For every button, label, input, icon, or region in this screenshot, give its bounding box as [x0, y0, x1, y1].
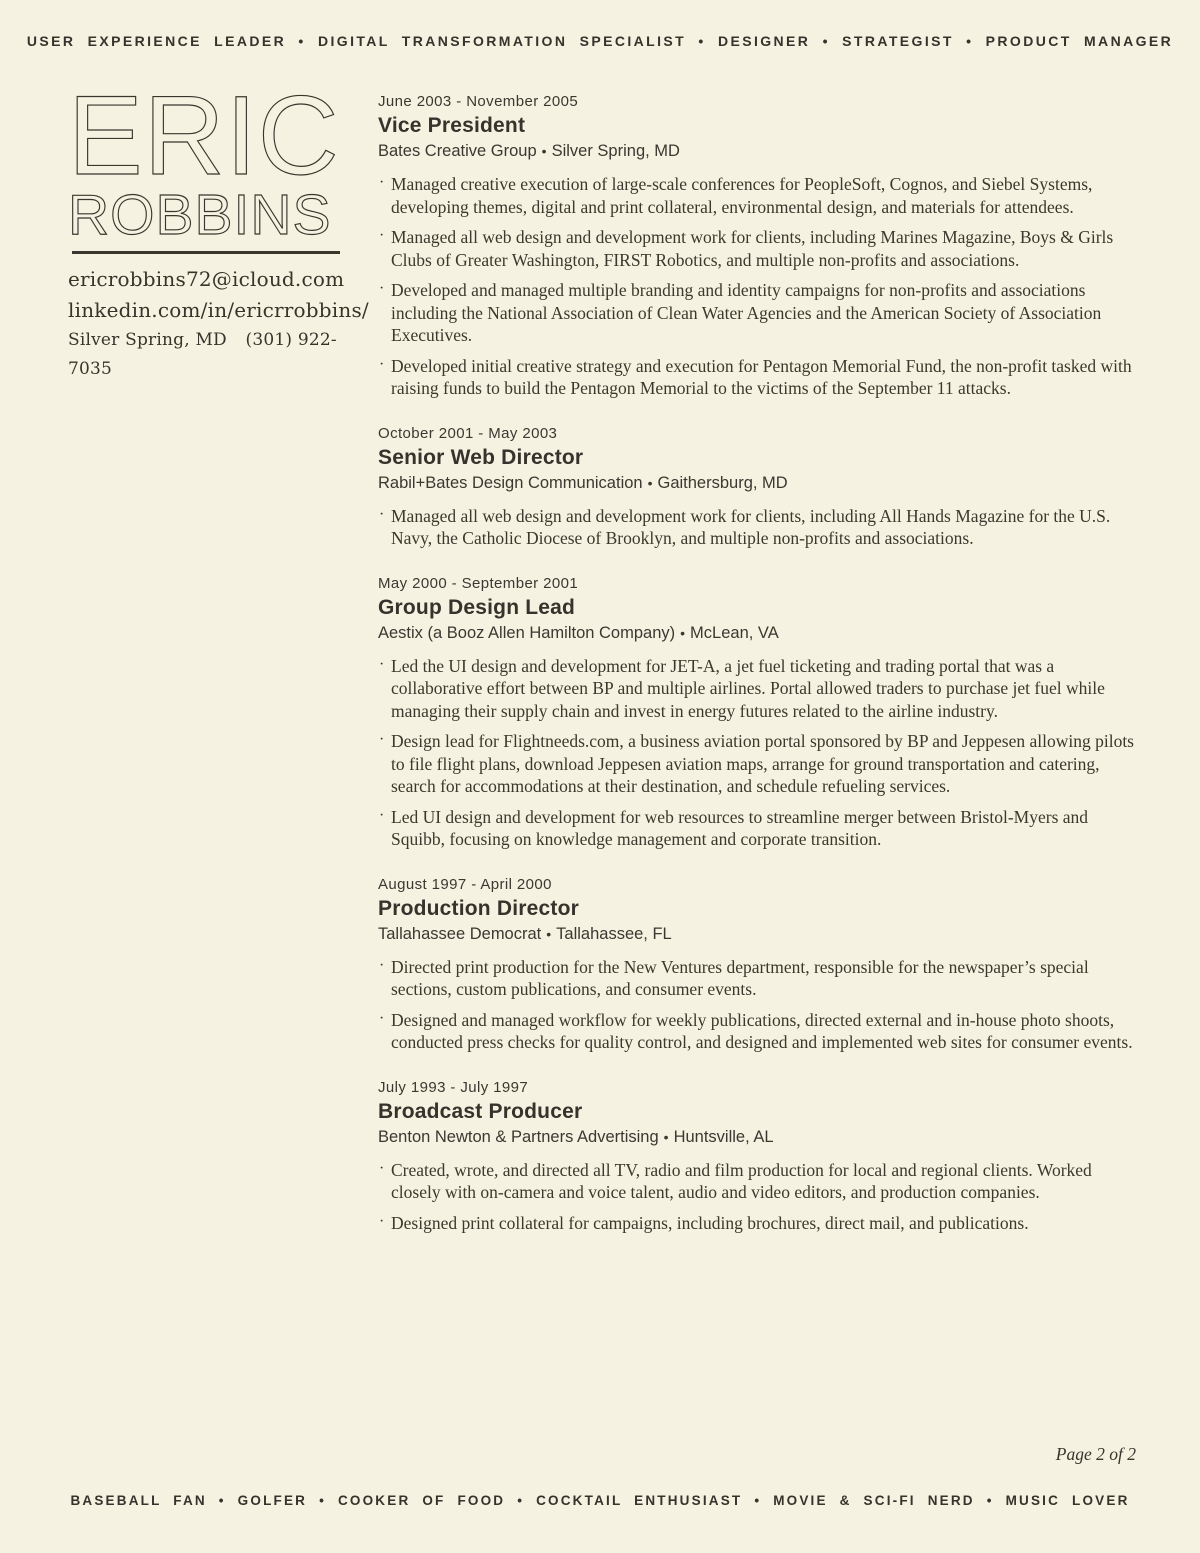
bullet-item	[378, 1159, 1138, 1204]
sidebar	[68, 73, 369, 384]
job-bullets	[378, 1159, 1138, 1235]
job-dates: October 2001 - May 2003	[378, 424, 558, 442]
job-entry-senior-web-director	[378, 424, 1138, 550]
bullet-text: Design lead for Flightneeds.com, a business aviation portal sponsored by BP and Jeppesen allowing pilots to file flight plans, download Jeppesen aviation maps, arrange for ground transportation and catering, search for accommodations at their destination, and schedule refueling services.	[391, 731, 1134, 796]
bullet-item	[378, 173, 1138, 218]
bullet-dot: ·	[379, 280, 385, 297]
company-location: Silver Spring, MD	[551, 142, 680, 160]
linkedin-link[interactable]: linkedin.com/in/ericrrobbins/	[68, 298, 369, 322]
bullet-item	[378, 355, 1138, 400]
job-company-line	[378, 472, 1138, 494]
bullet-item	[378, 806, 1138, 851]
bullet-dot: ·	[379, 806, 385, 824]
bullet-item	[378, 1212, 1138, 1235]
job-dates: June 2003 - November 2005	[378, 93, 579, 110]
email-link[interactable]: ericrobbins72@icloud.com	[68, 267, 345, 291]
location-text: Silver Spring, MD	[68, 330, 227, 350]
bullet-text: Designed and managed workflow for weekly publications, directed external and in-house photo shoots, conducted press checks for quality control, and designed and implemented web sites for consumer events.	[391, 1009, 1133, 1052]
bullet-item	[378, 730, 1138, 798]
company-separator: •	[663, 1128, 669, 1145]
bullet-text: Managed all web design and development work for clients, including Marines Magazine, Boys & Girls Clubs of Greater Washington, FIRST Robotics, and multiple non-profits and associations.	[391, 227, 1114, 270]
job-bullets	[378, 956, 1138, 1054]
last-name: ROBBINS	[68, 183, 332, 247]
bullet-text: Directed print production for the New Ventures department, responsible for the newspaper’s special sections, custom publications, and consumer events.	[391, 956, 1089, 999]
job-bullets	[378, 173, 1138, 400]
phone-text: (301) 922-7035	[68, 330, 337, 379]
job-title: Vice President	[378, 114, 526, 137]
job-title: Group Design Lead	[378, 595, 576, 619]
company-name: Bates Creative Group	[378, 142, 537, 160]
job-entry-vice-president	[378, 92, 1138, 400]
job-bullets	[378, 505, 1138, 550]
experience-column	[378, 92, 1138, 1234]
bullet-text: Developed initial creative strategy and execution for Pentagon Memorial Fund, the non-profit tasked with raising funds to build the Pentagon Memorial to the victims of the September 11 attacks.	[391, 355, 1132, 398]
bullet-text: Managed all web design and development work for clients, including All Hands Magazine for the U.S. Navy, the Catholic Diocese of Brooklyn, and multiple non-profits and associations.	[391, 505, 1111, 548]
company-name: Rabil+Bates Design Communication	[378, 473, 643, 492]
company-name: Tallahassee Democrat	[378, 924, 542, 943]
bullet-dot: ·	[379, 227, 385, 244]
company-name: Aestix (a Booz Allen Hamilton Company)	[378, 623, 676, 642]
bullet-text: Led the UI design and development for JET-A, a jet fuel ticketing and trading portal that was a collaborative effort between BP and multiple airlines. Portal allowed traders to purchase jet fuel while managing their supply chain and invest in energy futures related to the airline industry.	[391, 655, 1105, 721]
bullet-dot: ·	[379, 1009, 385, 1027]
job-dates: May 2000 - September 2001	[378, 574, 579, 592]
job-title: Production Director	[378, 896, 579, 920]
location-phone-line	[68, 326, 343, 384]
job-bullets	[378, 655, 1138, 851]
company-location: Gaithersburg, MD	[657, 473, 788, 492]
contact-block	[68, 264, 369, 384]
bullet-dot: ·	[379, 1212, 385, 1230]
name-divider	[72, 251, 340, 254]
job-company-line	[378, 923, 1138, 945]
company-separator: •	[680, 624, 686, 641]
bullet-dot: ·	[379, 956, 385, 974]
bullet-dot: ·	[379, 731, 385, 748]
company-location: Tallahassee, FL	[556, 924, 672, 943]
bullet-item	[378, 956, 1138, 1001]
bullet-text: Led UI design and development for web resources to streamline merger between Bristol-Myers and Squibb, focusing on knowledge management and corporate transition.	[391, 806, 1089, 849]
job-title: Broadcast Producer	[378, 1099, 583, 1123]
company-location: McLean, VA	[690, 623, 779, 642]
first-name: ERIC	[68, 73, 340, 198]
page-number: Page 2 of 2	[1055, 1444, 1136, 1464]
bullet-dot: ·	[379, 505, 385, 523]
company-name: Benton Newton & Partners Advertising	[378, 1127, 659, 1146]
job-title: Senior Web Director	[378, 445, 584, 469]
job-company-line	[378, 622, 1138, 644]
bullet-item	[378, 279, 1138, 347]
job-entry-production-director	[378, 875, 1138, 1054]
company-separator: •	[541, 143, 547, 159]
bullet-dot: ·	[379, 174, 385, 191]
bullet-item	[378, 655, 1138, 723]
hobbies-tagline: BASEBALL FAN • GOLFER • COOKER OF FOOD • COCKTAIL ENTHUSIAST • MOVIE & SCI-FI NERD • MUSIC LOVER	[70, 1493, 1130, 1508]
bullet-item	[378, 1009, 1138, 1054]
job-entry-broadcast-producer	[378, 1078, 1138, 1235]
job-dates: August 1997 - April 2000	[378, 875, 552, 893]
bullet-text: Developed and managed multiple branding and identity campaigns for non-profits and associations including the National Association of Clean Water Agencies and the American Society of Association Executives.	[391, 280, 1102, 345]
bullet-item	[378, 226, 1138, 271]
bullet-item	[378, 505, 1138, 550]
company-separator: •	[647, 474, 653, 491]
job-dates: July 1993 - July 1997	[378, 1078, 529, 1096]
bullet-dot: ·	[379, 1159, 385, 1177]
job-company-line	[378, 140, 1138, 162]
roles-tagline: USER EXPERIENCE LEADER • DIGITAL TRANSFORMATION SPECIALIST • DESIGNER • STRATEGIST • PRODUCT MANAGER	[26, 33, 1174, 49]
bullet-text: Designed print collateral for campaigns, including brochures, direct mail, and publications.	[391, 1212, 1029, 1233]
job-company-line	[378, 1126, 1138, 1148]
job-entry-group-design-lead	[378, 574, 1138, 851]
bullet-text: Created, wrote, and directed all TV, radio and film production for local and regional clients. Worked closely with on-camera and voice talent, audio and video editors, and production companies.	[391, 1159, 1092, 1202]
bullet-dot: ·	[379, 355, 385, 373]
company-separator: •	[546, 925, 552, 942]
bullet-text: Managed creative execution of large-scale conferences for PeopleSoft, Cognos, and Siebel Systems, developing themes, digital and print collateral, environmental design, and materials for attendees.	[391, 174, 1093, 217]
bullet-dot: ·	[379, 655, 385, 673]
company-location: Huntsville, AL	[673, 1127, 774, 1146]
